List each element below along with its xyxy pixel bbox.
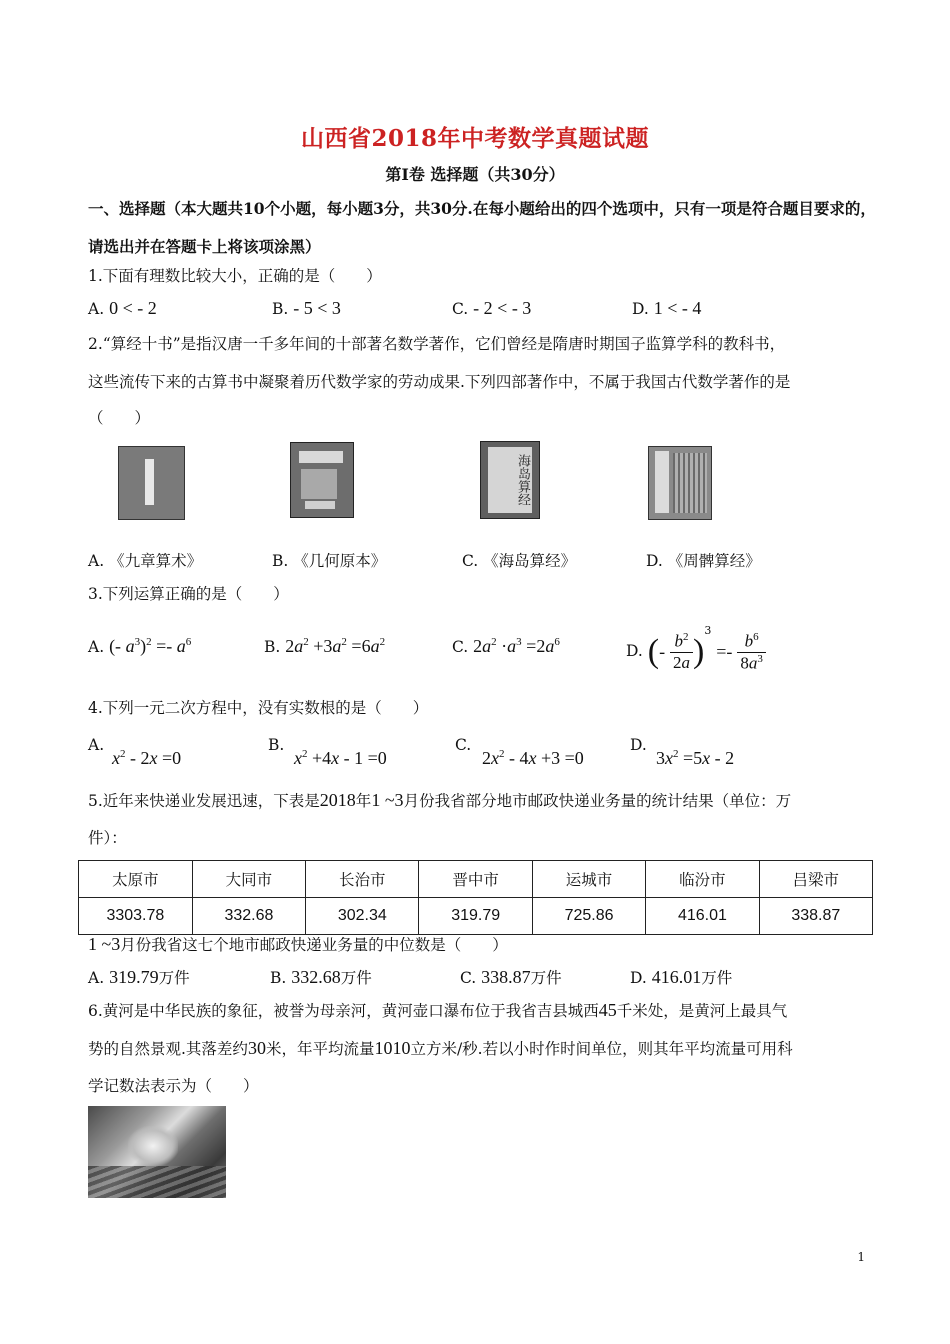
q4-option-b: $x^2 +4x - 1 =0$ — [294, 748, 387, 768]
q5-line2: 件）： — [88, 829, 127, 847]
book-cover-a-image — [118, 446, 185, 520]
book-cover-b-image — [290, 442, 354, 518]
q4-option-a-label: A. — [88, 736, 105, 754]
q2-option-c: C. 《海岛算经》 — [462, 552, 577, 570]
table-header-cell: 晋中市 — [419, 861, 532, 898]
q1-option-d: D. 1 < - 4 — [632, 298, 702, 318]
q2-option-b: B. 《几何原本》 — [272, 552, 387, 570]
q3-option-c: C. $2a^2 \cdot a^3 =2a^6$ — [452, 636, 560, 656]
q5-option-d: D. 416.01万件 — [630, 967, 733, 987]
q2-option-a: A. 《九章算术》 — [88, 552, 203, 570]
table-header-cell: 运城市 — [532, 861, 645, 898]
q4-option-d: $3x^2 =5x - 2$ — [656, 748, 735, 768]
q2-line2: 这些流传下来的古算书中凝聚着历代数学家的劳动成果.下列四部著作中，不属于我国古代数学著作的是 — [88, 373, 791, 391]
table-header-cell: 吕梁市 — [759, 861, 872, 898]
q3-stem: 3.下列运算正确的是（ ） — [88, 585, 289, 603]
q5-option-c: C. 338.87万件 — [460, 967, 562, 987]
table-header-cell: 长治市 — [306, 861, 419, 898]
q4-stem: 4.下列一元二次方程中，没有实数根的是（ ） — [88, 699, 429, 717]
q4-option-c: $2x^2 - 4x +3 =0$ — [482, 748, 584, 768]
q4-option-a: $x^2 - 2x =0$ — [112, 748, 182, 768]
section-subtitle: 第Ⅰ卷 选择题（共30分） — [385, 165, 565, 184]
table-cell: 416.01 — [646, 898, 759, 935]
q2-line1: 2.“算经十书”是指汉唐一千多年间的十部著名数学著作，它们曾经是隋唐时期国子监算学科的教科书， — [88, 335, 786, 353]
q5-option-a: A. 319.79万件 — [88, 967, 190, 987]
q5-option-b: B. 332.68万件 — [270, 967, 372, 987]
section-instructions: 一、选择题（本大题共10个小题，每小题3分，共30分.在每小题给出的四个选项中，只有一项是符合题目要求的，请选出并在答题卡上将该项涂黑） — [88, 199, 876, 256]
page-number: 1 — [857, 1250, 865, 1264]
table-header-row — [79, 861, 873, 898]
table-cell: 3303.78 — [79, 898, 193, 935]
q4-option-b-label: B. — [268, 736, 285, 754]
q4-option-d-label: D. — [630, 736, 647, 754]
page-title: 山西省2018年中考数学真题试题 — [300, 125, 649, 152]
q5-question: 1 ~3月份我省这七个地市邮政快递业务量的中位数是（ ） — [88, 934, 508, 954]
book-cover-c-image: 海岛算经 — [480, 441, 540, 519]
q1-option-a: A. 0 < - 2 — [88, 298, 157, 318]
q6-line3: 学记数法表示为（ ） — [88, 1077, 259, 1095]
table-cell: 725.86 — [532, 898, 645, 935]
table-cell: 319.79 — [419, 898, 532, 935]
table-header-cell: 太原市 — [79, 861, 193, 898]
q2-line3: （ ） — [88, 409, 151, 427]
table-cell: 302.34 — [306, 898, 419, 935]
q3-option-d: D. (- $\frac{b^2}{2a}$ )$^3$ =- $\frac{b^6}{8a^3}$ — [626, 624, 766, 673]
book-cover-d-image — [648, 446, 712, 520]
q1-stem: 1.下面有理数比较大小，正确的是（ ） — [88, 267, 382, 285]
q1-option-c: C. - 2 < - 3 — [452, 298, 532, 318]
q4-option-c-label: C. — [455, 736, 472, 754]
q2-option-d: D. 《周髀算经》 — [646, 552, 761, 570]
table-cell: 332.68 — [192, 898, 305, 935]
q6-line1: 6.黄河是中华民族的象征，被誉为母亲河，黄河壶口瀑布位于我省吉县城西45千米处，是黄河上最具气 — [88, 1000, 788, 1020]
q5-line1: 5.近年来快递业发展迅速，下表是2018年1 ~3月份我省部分地市邮政快递业务量的统计结果（单位：万 — [88, 790, 792, 810]
q1-option-b: B. - 5 < 3 — [272, 298, 341, 318]
table-row — [79, 898, 873, 935]
q3-option-b: B. $2a^2 +3a^2 =6a^2$ — [264, 636, 386, 656]
waterfall-photo-image — [88, 1106, 226, 1198]
table-cell: 338.87 — [759, 898, 872, 935]
q6-line2: 势的自然景观.其落差约30米，年平均流量1010立方米/秒.若以小时作时间单位，则其年平均流量可用科 — [88, 1038, 793, 1058]
table-header-cell: 大同市 — [192, 861, 305, 898]
q5-statistics-table — [78, 860, 873, 935]
table-header-cell: 临汾市 — [646, 861, 759, 898]
q3-option-a: A. (- $a^3)^2 =- a^6$ — [88, 636, 192, 656]
